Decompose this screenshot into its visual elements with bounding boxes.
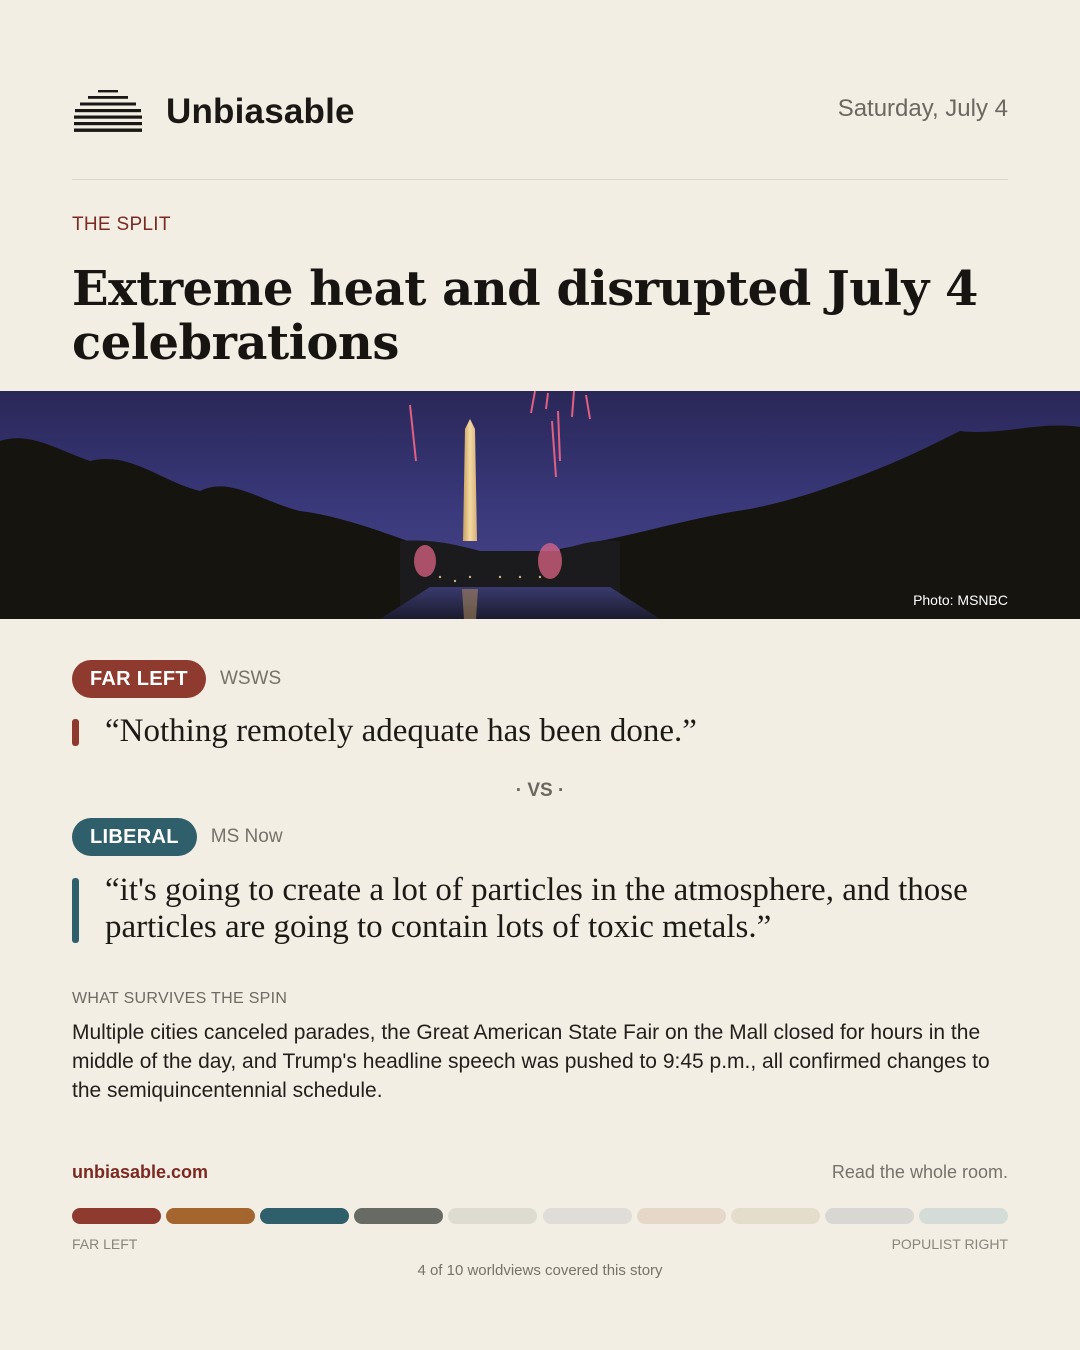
spectrum-segment xyxy=(731,1208,820,1224)
outlet-name[interactable]: MS Now xyxy=(210,826,283,847)
coverage-count: 4 of 10 worldviews covered this story xyxy=(417,1262,663,1279)
site-link[interactable]: unbiasable.com xyxy=(72,1162,209,1182)
section-kicker: THE SPLIT xyxy=(72,214,171,235)
spectrum-segment xyxy=(166,1208,255,1224)
quote-text: “Nothing remotely adequate has been done.” xyxy=(105,713,697,749)
photo-credit: Photo: MSNBC xyxy=(913,592,1008,608)
outlet-name[interactable]: WSWS xyxy=(219,668,282,689)
perspective-liberal xyxy=(72,818,283,856)
spectrum-segment xyxy=(543,1208,632,1224)
quote-far-left xyxy=(72,713,972,750)
quote-accent-bar xyxy=(72,878,79,943)
tagline: Read the whole room. xyxy=(831,1162,1008,1182)
quote-text: “it's going to create a lot of particles in the atmosphere, and those particles are going to contain lots of toxic metals.” xyxy=(105,872,968,945)
striped-sun-icon xyxy=(72,86,144,138)
leaning-badge-liberal[interactable]: LIBERAL xyxy=(72,818,197,856)
summary-label: WHAT SURVIVES THE SPIN xyxy=(72,990,288,1007)
spectrum-segment xyxy=(919,1208,1008,1224)
spectrum-segment xyxy=(637,1208,726,1224)
spectrum-right-label: POPULIST RIGHT xyxy=(891,1236,1008,1252)
fireworks-monument-image xyxy=(0,391,1080,619)
brand-name: Unbiasable xyxy=(166,92,355,131)
perspective-far-left xyxy=(72,660,281,698)
spectrum-segment xyxy=(448,1208,537,1224)
leaning-badge-far-left[interactable]: FAR LEFT xyxy=(72,660,206,698)
summary-text: Multiple cities canceled parades, the Great American State Fair on the Mall closed for hours in the middle of the day, and Trump's headline speech was pushed to 9:45 p.m., all confirmed changes to the semiquincentennial schedule. xyxy=(72,1021,990,1102)
quote-liberal xyxy=(72,872,972,946)
masthead xyxy=(72,84,1008,140)
vs-divider: · VS · xyxy=(515,780,565,801)
spectrum-segment xyxy=(354,1208,443,1224)
spectrum-segment xyxy=(825,1208,914,1224)
spectrum-left-label: FAR LEFT xyxy=(72,1236,138,1252)
worldview-spectrum xyxy=(72,1208,1008,1224)
brand[interactable] xyxy=(72,86,355,138)
spectrum-segment xyxy=(260,1208,349,1224)
spectrum-segment xyxy=(72,1208,161,1224)
headline: Extreme heat and disrupted July 4 celebrations xyxy=(72,261,978,371)
quote-accent-bar xyxy=(72,719,79,746)
hero-photo xyxy=(0,391,1080,619)
header-divider xyxy=(72,179,1008,180)
issue-date: Saturday, July 4 xyxy=(837,95,1008,122)
